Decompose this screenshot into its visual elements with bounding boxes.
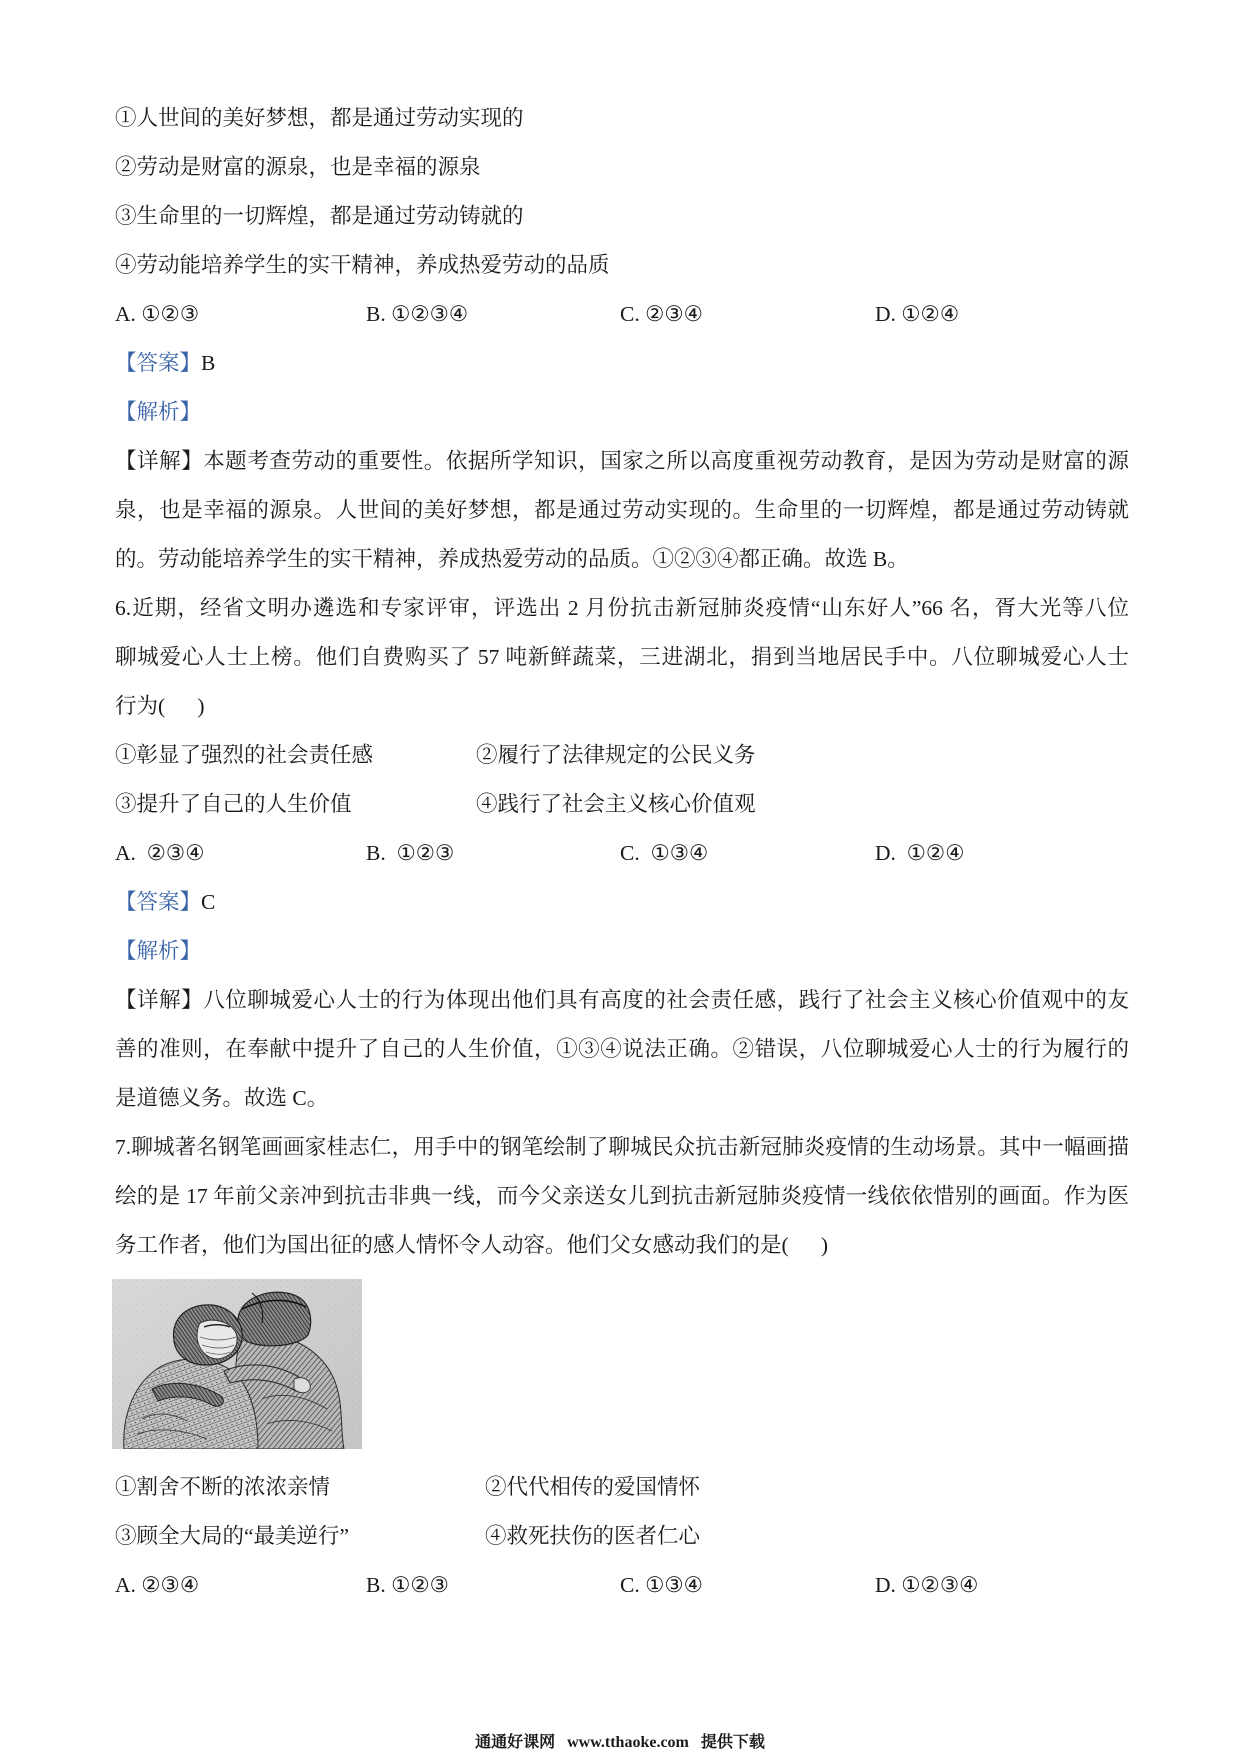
pen-drawing-illustration [112, 1279, 362, 1449]
q7-option-b: B. ①②③ [366, 1573, 449, 1597]
q6-answer-label: 【答案】 [115, 890, 202, 914]
q7-statement-4: ④救死扶伤的医者仁心 [485, 1524, 701, 1548]
footer-suffix: 提供下载 [700, 1734, 765, 1751]
q7-option-a: A. ②③④ [115, 1573, 200, 1597]
q6-answer-line [115, 878, 1129, 927]
q6-analysis-label: 【解析】 [115, 939, 202, 963]
q5-option-d: D. ①②④ [875, 302, 960, 326]
q7-options-row [115, 1561, 1129, 1610]
q7-stem-line-2: 绘的是 17 年前父亲冲到抗击非典一线，而今父亲送女儿到抗击新冠肺炎疫情一线依依惜别的画面。作为医 [115, 1184, 1129, 1208]
q5-option-b: B. ①②③④ [366, 302, 469, 326]
q6-stem-line-1: 6.近期，经省文明办遴选和专家评审，评选出 2 月份抗击新冠肺炎疫情“山东好人”66 名，胥大光等八位 [115, 596, 1129, 620]
q5-answer-value: B [201, 351, 216, 375]
q6-statement-2: ②履行了法律规定的公民义务 [476, 743, 756, 767]
q7-statement-row-1 [115, 1463, 1129, 1512]
q6-statement-3: ③提升了自己的人生价值 [115, 792, 352, 816]
q6-stem-line-3: 行为( ) [115, 694, 205, 718]
page-content-column [115, 94, 1129, 1610]
q5-answer-line [115, 339, 1129, 388]
q7-statement-3: ③顾全大局的“最美逆行” [115, 1524, 350, 1548]
q7-statement-2: ②代代相传的爱国情怀 [485, 1475, 701, 1499]
q5-statement-2: ②劳动是财富的源泉，也是幸福的源泉 [115, 155, 481, 179]
q6-statement-row-1 [115, 731, 1129, 780]
q5-analysis-line [115, 388, 1129, 437]
q7-option-c: C. ①③④ [620, 1573, 703, 1597]
q6-options-row [115, 829, 1129, 878]
footer-url: www.tthaoke.com [567, 1734, 689, 1751]
q5-options-row [115, 290, 1129, 339]
q5-statement-3: ③生命里的一切辉煌，都是通过劳动铸就的 [115, 204, 524, 228]
q5-detail-line-1: 【详解】本题考查劳动的重要性。依据所学知识，国家之所以高度重视劳动教育，是因为劳动是财富的源 [115, 449, 1129, 473]
q7-option-d: D. ①②③④ [875, 1573, 979, 1597]
q7-stem-line-3: 务工作者，他们为国出征的感人情怀令人动容。他们父女感动我们的是( ) [115, 1233, 829, 1257]
q7-statement-1: ①割舍不断的浓浓亲情 [115, 1475, 331, 1499]
q6-option-c: C. ①③④ [620, 841, 709, 865]
q6-detail-line-2: 善的准则，在奉献中提升了自己的人生价值，①③④说法正确。②错误，八位聊城爱心人士的行为履行的 [115, 1037, 1129, 1061]
q6-answer-value: C [201, 890, 216, 914]
page-footer [0, 1734, 1240, 1752]
q5-statement-4: ④劳动能培养学生的实干精神，养成热爱劳动的品质 [115, 253, 610, 277]
q6-statement-row-2 [115, 780, 1129, 829]
q6-statement-1: ①彰显了强烈的社会责任感 [115, 743, 374, 767]
q5-option-c: C. ②③④ [620, 302, 703, 326]
q6-option-a: A. ②③④ [115, 841, 205, 865]
q5-detail-line-2: 泉，也是幸福的源泉。人世间的美好梦想，都是通过劳动实现的。生命里的一切辉煌，都是通过劳动铸就 [115, 498, 1129, 522]
footer-site-name: 通通好课网 [475, 1734, 556, 1751]
q7-statement-row-2 [115, 1512, 1129, 1561]
q5-answer-label: 【答案】 [115, 351, 202, 375]
q5-detail-line-3: 的。劳动能培养学生的实干精神，养成热爱劳动的品质。①②③④都正确。故选 B。 [115, 547, 909, 571]
q6-stem-line-2: 聊城爱心人士上榜。他们自费购买了 57 吨新鲜蔬菜，三进湖北，捐到当地居民手中。八位聊城爱心人士 [115, 645, 1129, 669]
q6-option-b: B. ①②③ [366, 841, 455, 865]
q5-analysis-label: 【解析】 [115, 400, 202, 424]
q5-option-a: A. ①②③ [115, 302, 200, 326]
q7-stem-line-1: 7.聊城著名钢笔画画家桂志仁，用手中的钢笔绘制了聊城民众抗击新冠肺炎疫情的生动场景。其中一幅画描 [115, 1135, 1129, 1159]
q6-analysis-line [115, 927, 1129, 976]
q6-detail-line-1: 【详解】八位聊城爱心人士的行为体现出他们具有高度的社会责任感，践行了社会主义核心价值观中的友 [115, 988, 1129, 1012]
q6-detail-line-3: 是道德义务。故选 C。 [115, 1086, 329, 1110]
q5-statement-1: ①人世间的美好梦想，都是通过劳动实现的 [115, 106, 524, 130]
q6-statement-4: ④践行了社会主义核心价值观 [476, 792, 756, 816]
q6-option-d: D. ①②④ [875, 841, 965, 865]
